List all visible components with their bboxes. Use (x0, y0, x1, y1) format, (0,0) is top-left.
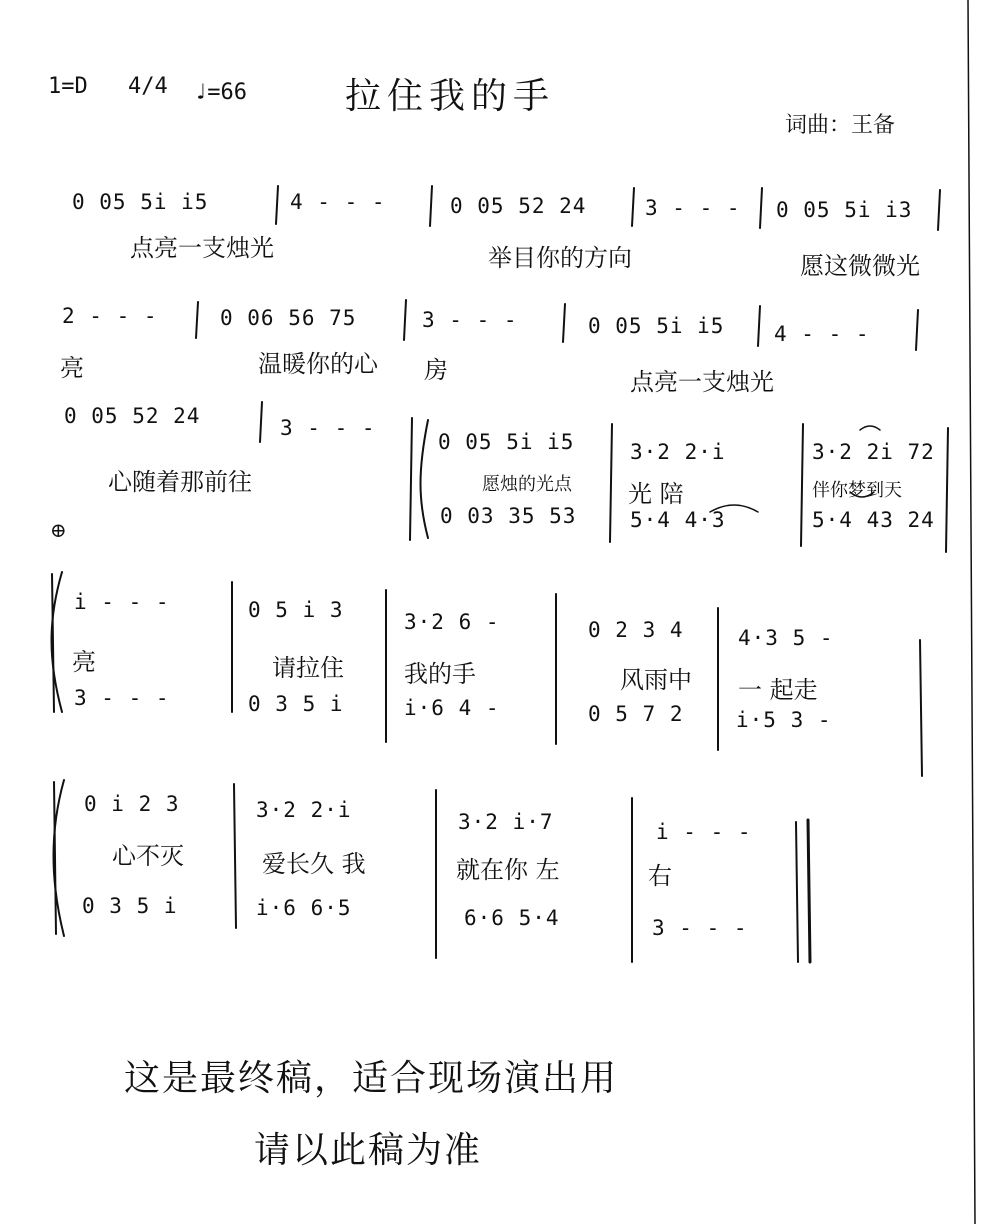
measure-notes: 0 5 7 2 (588, 702, 684, 726)
footer-note: 这是最终稿，适合现场演出用 (124, 1058, 619, 1099)
measure-notes: 5·4 4·3 (630, 508, 726, 532)
measure-notes: i·6 6·5 (256, 896, 352, 920)
lyric-line: 亮 (72, 648, 96, 676)
measure-notes: 3 - - - (645, 196, 741, 220)
measure-notes: 0 06 56 75 (220, 306, 357, 330)
lyric-line: 愿这微微光 (800, 252, 920, 280)
measure-notes: 4 - - - (290, 190, 386, 214)
lyric-line: 愿烛的光点 (482, 474, 572, 495)
measure-notes: 3·2 2·i (256, 798, 352, 822)
measure-notes: 0 05 5i i5 (438, 430, 575, 454)
segno-sign: ⊕ (50, 518, 67, 542)
measure-notes: 4·3 5 - (738, 626, 834, 650)
lyric-line: 心随着那前往 (108, 468, 252, 496)
measure-notes: 0 05 5i i3 (776, 198, 913, 222)
measure-notes: 0 2 3 4 (588, 618, 684, 642)
lyric-line: 光 陪 (628, 480, 684, 508)
lyric-line: 亮 (60, 354, 84, 382)
lyric-line: 右 (648, 862, 672, 890)
measure-notes: 0 05 5i i5 (72, 190, 209, 214)
lyric-line: 温暖你的心 (258, 350, 378, 378)
measure-notes: 6·6 5·4 (464, 906, 560, 930)
measure-notes: 3·2 6 - (404, 610, 500, 634)
composer-credit: 词曲：王备 (785, 113, 896, 138)
lyric-line: 一 起走 (738, 676, 818, 704)
measure-notes: 5·4 43 24 (812, 508, 935, 532)
measure-notes: i·5 3 - (736, 708, 832, 732)
measure-notes: 0 5 i 3 (248, 598, 344, 622)
measure-notes: i - - - (656, 820, 752, 844)
lyric-line: 我的手 (404, 660, 476, 688)
measure-notes: i - - - (74, 590, 170, 614)
lyric-line: 请拉住 (272, 654, 344, 682)
lyric-line: 心不灭 (112, 842, 184, 870)
lyric-line: 就在你 左 (456, 856, 560, 884)
lyric-line: 风雨中 (620, 666, 692, 694)
measure-notes: 3 - - - (652, 916, 748, 940)
measure-notes: i·6 4 - (404, 696, 500, 720)
tempo-marking: ♩=66 (194, 80, 247, 105)
footer-note: 请以此稿为准 (254, 1130, 483, 1171)
measure-notes: 0 i 2 3 (84, 792, 180, 816)
measure-notes: 4 - - - (774, 322, 870, 346)
lyric-line: 房 (424, 356, 448, 384)
song-title: 拉住我的手 (345, 76, 556, 117)
measure-notes: 2 - - - (62, 304, 158, 328)
key-signature: 1=D (48, 74, 88, 99)
lyric-line: 点亮一支烛光 (630, 368, 774, 396)
lyric-line: 举目你的方向 (488, 244, 632, 272)
measure-notes: 0 05 52 24 (64, 404, 201, 428)
measure-notes: 3·2 i·7 (458, 810, 554, 834)
measure-notes: 3·2 2·i (630, 440, 726, 464)
measure-notes: 3 - - - (74, 686, 170, 710)
measure-notes: 3·2 2i 72 (812, 440, 935, 464)
lyric-line: 爱长久 我 (262, 850, 366, 878)
measure-notes: 3 - - - (280, 416, 376, 440)
time-signature: 4/4 (128, 74, 168, 99)
lyric-line: 点亮一支烛光 (130, 234, 274, 262)
lyric-line: 伴你梦到天 (812, 480, 902, 501)
measure-notes: 0 3 5 i (82, 894, 178, 918)
measure-notes: 0 05 5i i5 (588, 314, 725, 338)
measure-notes: 0 03 35 53 (440, 504, 577, 528)
measure-notes: 3 - - - (422, 308, 518, 332)
measure-notes: 0 3 5 i (248, 692, 344, 716)
measure-notes: 0 05 52 24 (450, 194, 587, 218)
